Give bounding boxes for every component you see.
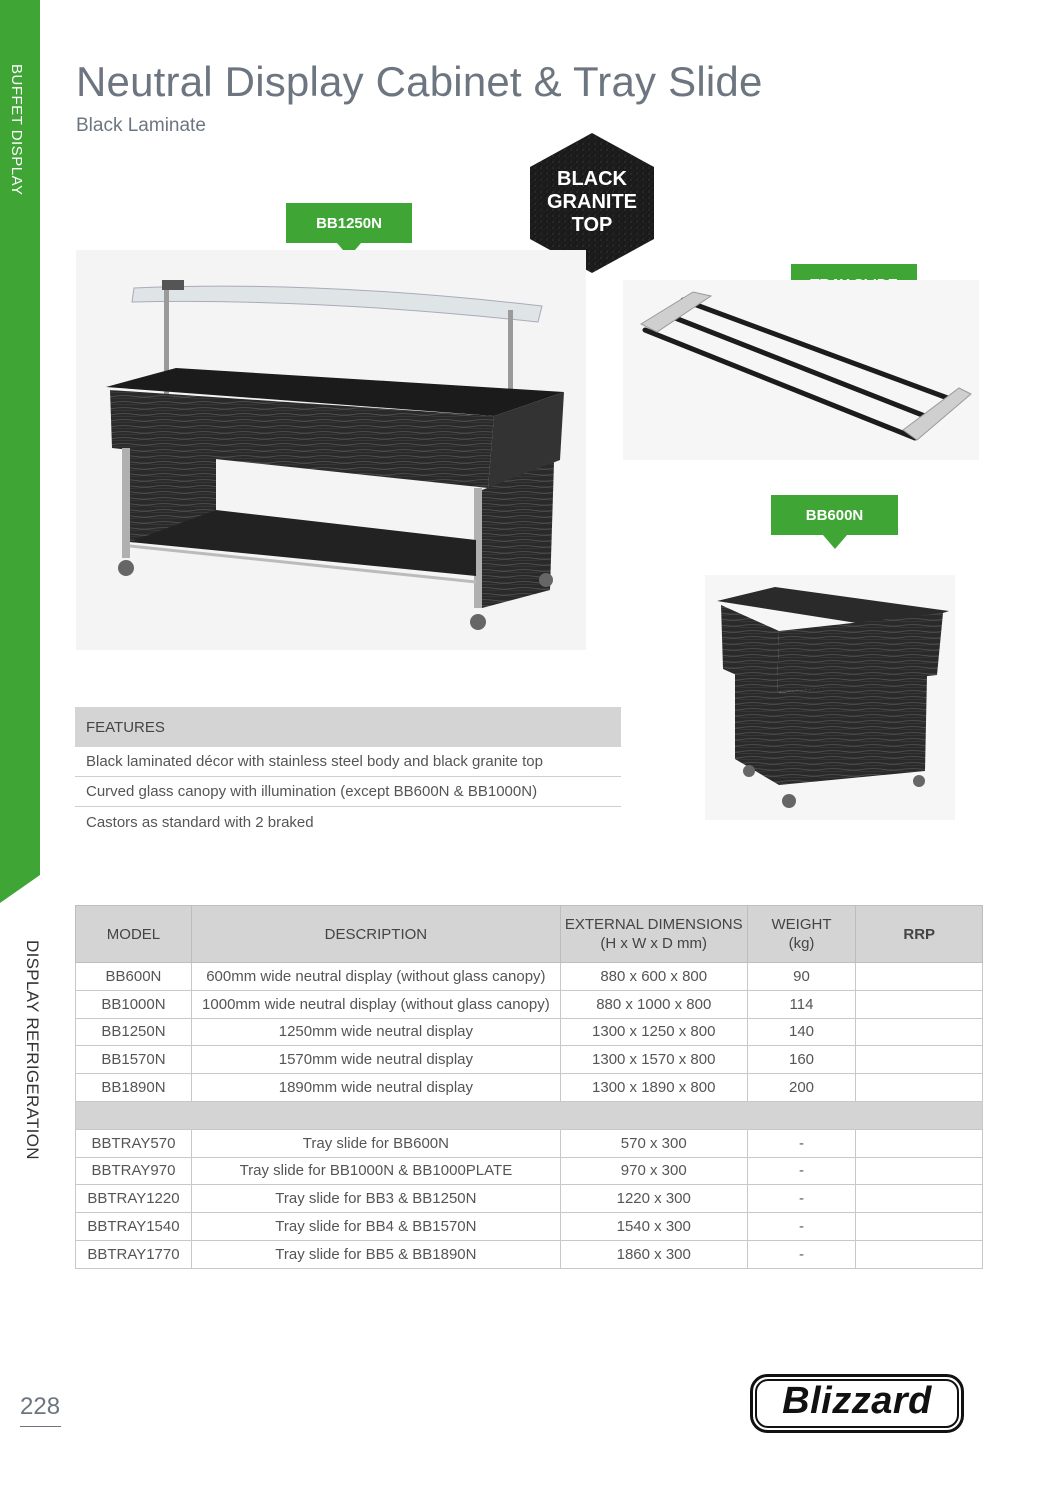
cell-description: 1250mm wide neutral display: [191, 1018, 560, 1046]
table-row: [76, 1240, 983, 1268]
bb600n-cabinet-image: [705, 575, 955, 820]
features-panel: [75, 707, 621, 837]
table-row: [76, 1046, 983, 1074]
badge-line-1: BLACK: [557, 168, 627, 190]
cell-dimensions: 1540 x 300: [560, 1213, 747, 1241]
cell-weight: 200: [747, 1074, 856, 1102]
cell-dimensions: 1860 x 300: [560, 1240, 747, 1268]
cell-weight: 160: [747, 1046, 856, 1074]
col-description: DESCRIPTION: [191, 906, 560, 963]
cell-rrp: [856, 1018, 983, 1046]
cell-description: 1000mm wide neutral display (without glass canopy): [191, 990, 560, 1018]
table-row: [76, 990, 983, 1018]
cell-weight: 140: [747, 1018, 856, 1046]
features-heading: FEATURES: [75, 707, 621, 747]
cell-dimensions: 880 x 600 x 800: [560, 963, 747, 991]
page-number-rule: [20, 1426, 61, 1427]
bb1250n-cabinet-image: [76, 250, 586, 650]
cell-dimensions: 970 x 300: [560, 1157, 747, 1185]
feature-item: Curved glass canopy with illumination (except BB600N & BB1000N): [75, 777, 621, 807]
table-row: [76, 1185, 983, 1213]
cell-weight: -: [747, 1157, 856, 1185]
cell-description: Tray slide for BB1000N & BB1000PLATE: [191, 1157, 560, 1185]
feature-item: Black laminated décor with stainless steel body and black granite top: [75, 747, 621, 777]
table-row: [76, 1129, 983, 1157]
page-number: 228: [20, 1393, 61, 1420]
section-label-buffet: BUFFET DISPLAY: [8, 64, 25, 196]
cell-description: Tray slide for BB3 & BB1250N: [191, 1185, 560, 1213]
cell-description: 1570mm wide neutral display: [191, 1046, 560, 1074]
table-row: [76, 1213, 983, 1241]
tray-slide-image: [623, 280, 979, 460]
spec-table: [75, 905, 983, 1269]
bb600n-label: BB600N: [771, 495, 898, 535]
cell-description: Tray slide for BB5 & BB1890N: [191, 1240, 560, 1268]
cell-model: BBTRAY1220: [76, 1185, 192, 1213]
col-dimensions: [560, 906, 747, 963]
cell-description: Tray slide for BB600N: [191, 1129, 560, 1157]
cell-model: BB1250N: [76, 1018, 192, 1046]
cell-model: BBTRAY570: [76, 1129, 192, 1157]
cell-rrp: [856, 1240, 983, 1268]
cell-rrp: [856, 1074, 983, 1102]
page-title: Neutral Display Cabinet & Tray Slide: [76, 58, 763, 105]
col-weight: [747, 906, 856, 963]
cell-dimensions: 1220 x 300: [560, 1185, 747, 1213]
badge-line-3: TOP: [571, 214, 613, 236]
cell-model: BB1000N: [76, 990, 192, 1018]
table-row: [76, 1074, 983, 1102]
col-weight-line2: (kg): [788, 935, 815, 952]
page-subtitle: Black Laminate: [76, 115, 206, 136]
cell-rrp: [856, 1129, 983, 1157]
cell-model: BB1570N: [76, 1046, 192, 1074]
section-tab-wedge: [0, 875, 40, 903]
col-weight-line1: WEIGHT: [771, 916, 832, 933]
cell-dimensions: 1300 x 1250 x 800: [560, 1018, 747, 1046]
table-row: [76, 963, 983, 991]
cell-description: 1890mm wide neutral display: [191, 1074, 560, 1102]
section-label-refrigeration: DISPLAY REFRIGERATION: [23, 940, 42, 1160]
cell-rrp: [856, 990, 983, 1018]
cell-weight: -: [747, 1185, 856, 1213]
cell-dimensions: 1300 x 1570 x 800: [560, 1046, 747, 1074]
cell-dimensions: 570 x 300: [560, 1129, 747, 1157]
cell-rrp: [856, 1046, 983, 1074]
cell-weight: -: [747, 1213, 856, 1241]
cell-description: 600mm wide neutral display (without glass canopy): [191, 963, 560, 991]
cell-weight: 90: [747, 963, 856, 991]
cell-dimensions: 1300 x 1890 x 800: [560, 1074, 747, 1102]
granite-top-badge-text: [528, 168, 656, 237]
blizzard-logo-text: Blizzard: [782, 1380, 932, 1422]
cell-weight: 114: [747, 990, 856, 1018]
bb1250n-label: BB1250N: [286, 203, 412, 243]
cell-rrp: [856, 1185, 983, 1213]
cell-model: BB600N: [76, 963, 192, 991]
table-divider-cell: [76, 1101, 983, 1129]
cell-model: BBTRAY1770: [76, 1240, 192, 1268]
col-dimensions-line2: (H x W x D mm): [600, 935, 708, 952]
cell-description: Tray slide for BB4 & BB1570N: [191, 1213, 560, 1241]
col-model: MODEL: [76, 906, 192, 963]
table-row: [76, 1157, 983, 1185]
cell-rrp: [856, 1157, 983, 1185]
badge-line-2: GRANITE: [547, 191, 637, 213]
feature-item: Castors as standard with 2 braked: [86, 813, 314, 831]
cell-weight: -: [747, 1129, 856, 1157]
cell-model: BB1890N: [76, 1074, 192, 1102]
cell-rrp: [856, 1213, 983, 1241]
col-rrp: RRP: [856, 906, 983, 963]
table-header-row: [76, 906, 983, 963]
cell-model: BBTRAY1540: [76, 1213, 192, 1241]
cell-dimensions: 880 x 1000 x 800: [560, 990, 747, 1018]
cell-rrp: [856, 963, 983, 991]
cell-model: BBTRAY970: [76, 1157, 192, 1185]
cell-weight: -: [747, 1240, 856, 1268]
table-divider-row: [76, 1101, 983, 1129]
table-row: [76, 1018, 983, 1046]
col-dimensions-line1: EXTERNAL DIMENSIONS: [564, 916, 743, 933]
